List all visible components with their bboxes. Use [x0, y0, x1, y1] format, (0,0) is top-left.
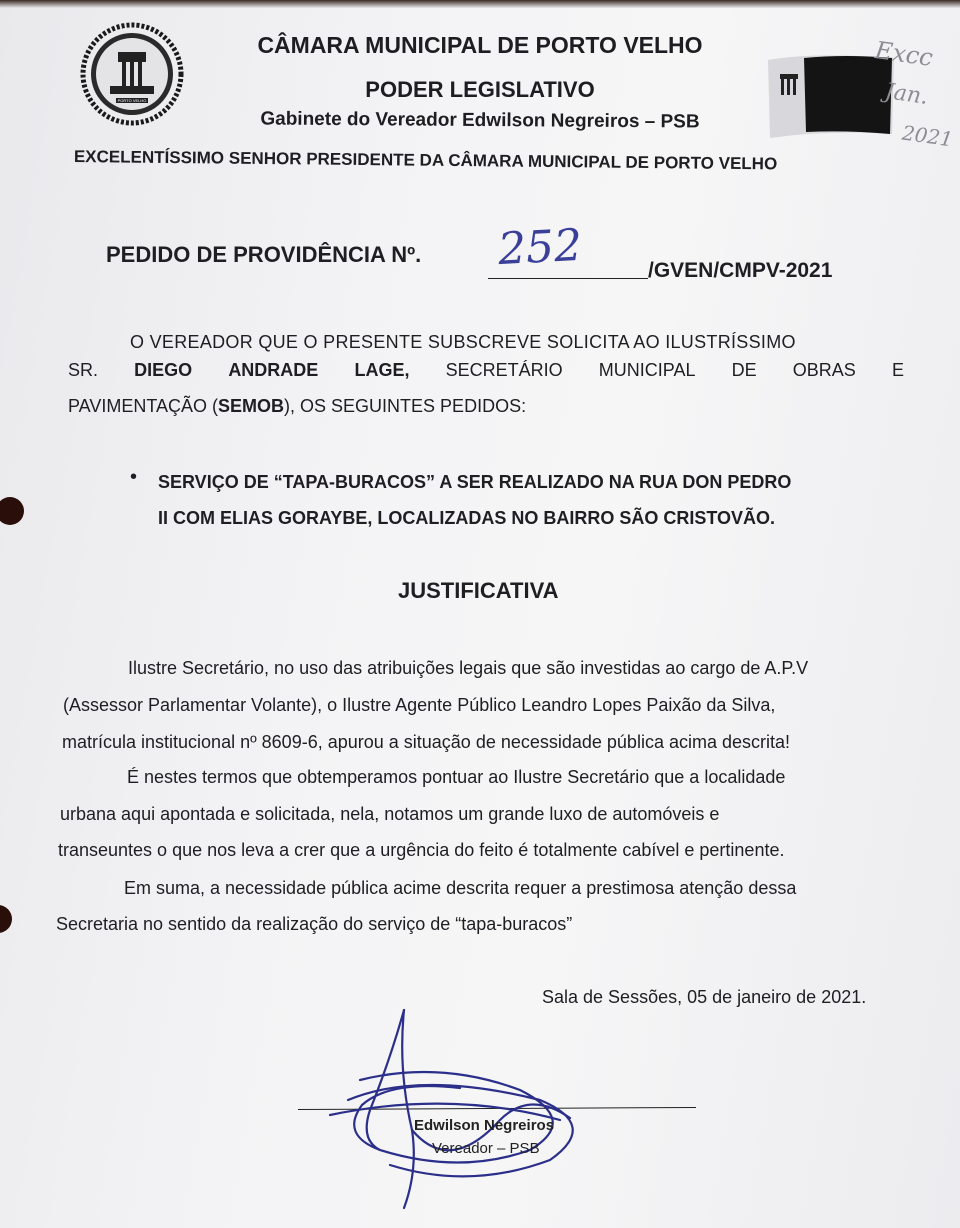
paragraph2-line3: transeuntes o que nos leva a crer que a urgência do feito é totalmente cabível e pertinente.	[58, 840, 785, 860]
intro-line3	[68, 396, 526, 417]
request-number-line	[488, 278, 648, 279]
paragraph1-line3: matrícula institucional nº 8609-6, apurou a situação de necessidade pública acima descrita!	[62, 732, 790, 752]
intro-name-word: ANDRADE	[228, 360, 319, 380]
paragraph1-line2: (Assessor Parlamentar Volante), o Ilustre Agente Público Leandro Lopes Paixão da Silva,	[63, 695, 776, 715]
request-label: PEDIDO DE PROVIDÊNCIA Nº.	[106, 242, 422, 267]
paragraph1-line1: Ilustre Secretário, no uso das atribuições legais que são investidas ao cargo de A.P.V	[128, 658, 809, 678]
paragraph3-line2: Secretaria no sentido da realização do serviço de “tapa-buracos”	[56, 914, 573, 934]
municipal-flag-icon	[766, 52, 896, 142]
bullet-line1: SERVIÇO DE “TAPA-BURACOS” A SER REALIZADO NA RUA DON PEDRO	[158, 472, 792, 492]
handwritten-note-line1: Excc	[873, 36, 935, 72]
handwritten-note-line2: Jan.	[883, 79, 930, 110]
closing-date: Sala de Sessões, 05 de janeiro de 2021.	[542, 987, 867, 1007]
punch-hole	[0, 905, 12, 933]
intro-word: SECRETÁRIO	[445, 360, 563, 380]
justificativa-title: JUSTIFICATIVA	[398, 578, 559, 603]
bullet-line2: II COM ELIAS GORAYBE, LOCALIZADAS NO BAIRRO SÃO CRISTOVÃO.	[158, 508, 776, 528]
intro-line3-a: PAVIMENTAÇÃO (	[68, 396, 219, 416]
header-office: Gabinete do Vereador Edwilson Negreiros – PSB	[260, 108, 700, 133]
intro-word: OBRAS	[792, 360, 856, 380]
signer-name: Edwilson Negreiros	[414, 1117, 555, 1134]
seal-text: PORTO VELHO	[117, 98, 147, 103]
intro-line2	[68, 360, 904, 381]
intro-word: MUNICIPAL	[598, 360, 696, 380]
handwritten-note-line3: 2021	[900, 120, 955, 152]
addressee: EXCELENTÍSSIMO SENHOR PRESIDENTE DA CÂMARA MUNICIPAL DE PORTO VELHO	[73, 147, 778, 174]
paragraph3-line1: Em suma, a necessidade pública acime descrita requer a prestimosa atenção dessa	[124, 878, 797, 898]
handwritten-signature	[300, 1000, 620, 1220]
intro-name-word: DIEGO	[134, 360, 193, 380]
punch-hole	[0, 497, 24, 525]
municipal-seal-icon	[80, 22, 184, 126]
intro-line3-c: ), OS SEGUINTES PEDIDOS:	[284, 396, 527, 416]
intro-word: E	[891, 360, 904, 380]
request-suffix: /GVEN/CMPV-2021	[648, 259, 833, 282]
header-subtitle: PODER LEGISLATIVO	[365, 77, 595, 102]
paragraph2-line2: urbana aqui apontada e solicitada, nela, notamos um grande luxo de automóveis e	[60, 804, 720, 824]
intro-name-word: LAGE,	[354, 360, 410, 380]
bullet-icon: •	[130, 466, 138, 488]
intro-word: SR.	[68, 360, 99, 380]
page-top-edge	[0, 0, 960, 8]
agency-acronym: SEMOB	[218, 396, 285, 416]
signer-role: Vereador – PSB	[432, 1140, 540, 1157]
header-title: CÂMARA MUNICIPAL DE PORTO VELHO	[257, 32, 703, 58]
intro-word: DE	[731, 360, 757, 380]
intro-line1: O VEREADOR QUE O PRESENTE SUBSCREVE SOLICITA AO ILUSTRÍSSIMO	[130, 332, 796, 352]
paragraph2-line1: É nestes termos que obtemperamos pontuar ao Ilustre Secretário que a localidade	[127, 767, 786, 787]
request-number: 252	[496, 219, 584, 276]
